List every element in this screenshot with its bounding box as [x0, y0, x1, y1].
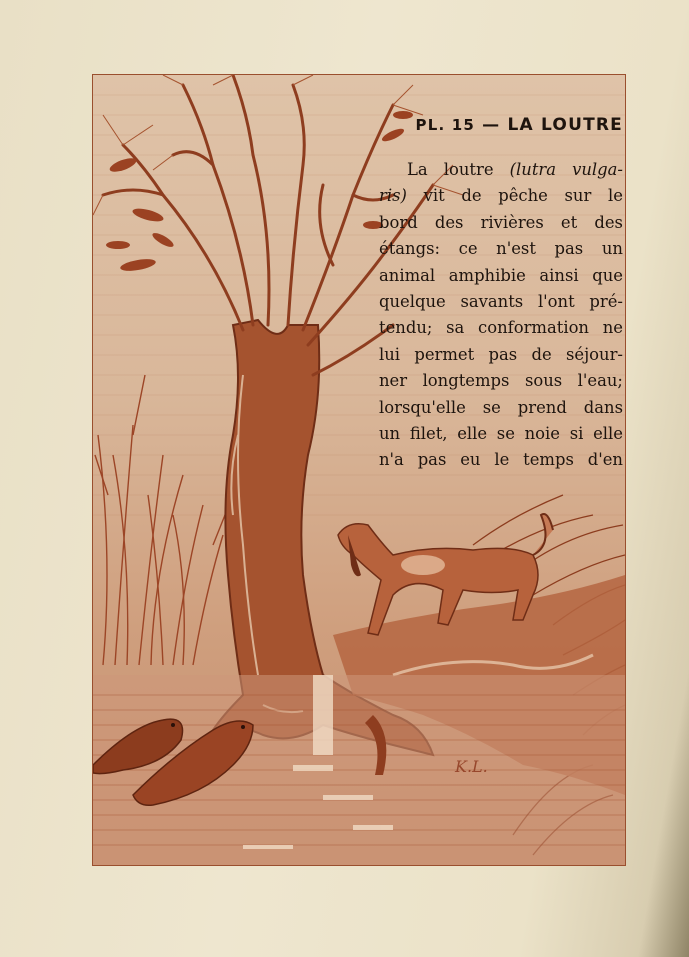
word: pas [554, 239, 584, 259]
word: savants [460, 291, 524, 311]
word: elle [457, 423, 488, 443]
word: ne [602, 318, 623, 338]
word: longtemps [422, 371, 510, 391]
text-line [379, 315, 623, 341]
word: séjour- [565, 344, 623, 364]
plate-number: PL. 15 [415, 116, 476, 134]
hunting-dog [338, 514, 553, 635]
word: sa [446, 318, 465, 338]
word: des [434, 212, 464, 232]
plate-text [379, 115, 623, 474]
word: un [601, 239, 623, 259]
text-line [379, 183, 623, 209]
text-line [379, 263, 623, 289]
word: n'a [379, 450, 404, 470]
word: dans [583, 397, 623, 417]
plate-title [379, 115, 623, 135]
word: l'eau; [577, 371, 623, 391]
text-line [379, 368, 623, 394]
word: le [608, 186, 623, 206]
word: animal [379, 265, 436, 285]
word: de [461, 186, 482, 206]
word: lorsqu'elle [379, 397, 466, 417]
word: amphibie [448, 265, 526, 285]
word: d'en [587, 450, 623, 470]
word: le [494, 450, 510, 470]
word: ris) [379, 186, 407, 206]
reeds-left [95, 375, 233, 665]
word: étangs: [379, 239, 441, 259]
word: conformation [478, 318, 589, 338]
word: pas [488, 344, 518, 364]
word: sur [564, 186, 592, 206]
word: loutre [443, 160, 494, 179]
word: La [407, 160, 428, 179]
word: permet [414, 344, 475, 364]
word: se [496, 423, 515, 443]
word: de [531, 344, 552, 364]
word: rivières [480, 212, 544, 232]
word: (lutra [509, 160, 557, 179]
text-line [379, 395, 623, 421]
text-line [379, 210, 623, 236]
word: prend [517, 397, 567, 417]
text-line [379, 236, 623, 262]
word: vit [423, 186, 445, 206]
word: sous [524, 371, 563, 391]
word: l'ont [537, 291, 575, 311]
word: pré- [589, 291, 623, 311]
text-line [379, 342, 623, 368]
artist-signature: K.L. [455, 757, 488, 776]
word: filet, [409, 423, 448, 443]
text-line [379, 447, 623, 473]
text-line [379, 421, 623, 447]
word: des [594, 212, 623, 232]
plate-name: LA LOUTRE [507, 115, 623, 135]
word: temps [523, 450, 574, 470]
word: lui [379, 344, 401, 364]
word: ce [458, 239, 478, 259]
word: et [560, 212, 578, 232]
word: si [569, 423, 584, 443]
word: que [592, 265, 623, 285]
word: elle [593, 423, 623, 443]
word: bord [379, 212, 418, 232]
word: n'est [496, 239, 536, 259]
illustration-plate [92, 74, 626, 866]
word: pêche [498, 186, 548, 206]
word: tendu; [379, 318, 433, 338]
word: un [379, 423, 401, 443]
word: se [482, 397, 501, 417]
word: vulga- [572, 160, 623, 179]
text-line [379, 157, 623, 183]
title-dash: — [482, 115, 501, 135]
word: quelque [379, 291, 446, 311]
word: pas [417, 450, 447, 470]
word: ainsi [539, 265, 579, 285]
word: eu [460, 450, 481, 470]
text-line [379, 289, 623, 315]
word: noie [524, 423, 560, 443]
word: ner [379, 371, 408, 391]
